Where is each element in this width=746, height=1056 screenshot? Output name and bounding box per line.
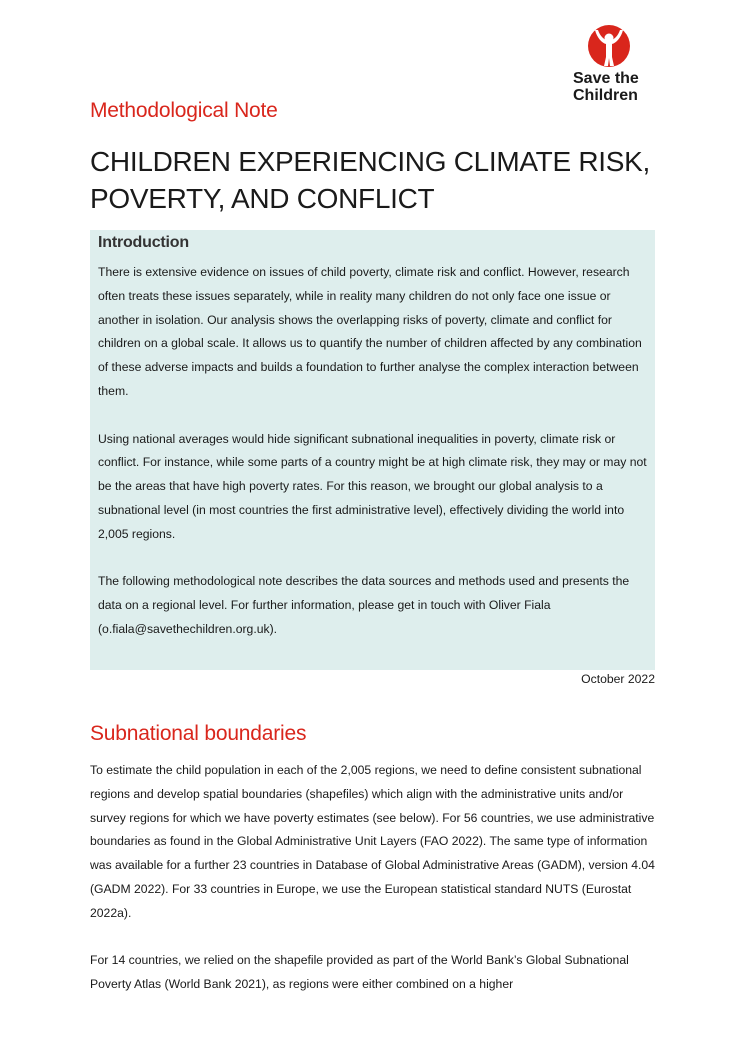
save-the-children-logo <box>573 24 653 104</box>
intro-paragraph: Using national averages would hide significant subnational inequalities in poverty, climate risk or conflict. For instance, while some parts of a country might be at high climate risk, they may or may not be the areas that have high poverty rates. For this reason, we brought our global analysis to a subnational level (in most countries the first administrative level), effectively dividing the world into 2,005 regions. <box>98 431 647 541</box>
section-paragraph: To estimate the child population in each of the 2,005 regions, we need to define consistent subnational regions and develop spatial boundaries (shapefiles) which align with the administrative units and/or survey regions for which we have poverty estimates (see below). For 56 countries, we use administrative boundaries as found in the Global Administrative Unit Layers (FAO 2022). The same type of information was available for a further 23 countries in Database of Global Administrative Areas (GADM), version 4.04 (GADM 2022). For 33 countries in Europe, we use the European statistical standard NUTS (Eurostat 2022a). <box>90 763 655 920</box>
logo-line-2: Children <box>573 87 638 104</box>
introduction-heading: Introduction <box>98 234 189 251</box>
child-figure-icon <box>587 24 631 68</box>
logo-line-1: Save the <box>573 70 639 87</box>
intro-paragraph: There is extensive evidence on issues of child poverty, climate risk and conflict. However, research often treats these issues separately, while in reality many children do not only face one issue or another in isolation. Our analysis shows the overlapping risks of poverty, climate and conflict for children on a global scale. It allows us to quantify the number of children affected by any combination of these adverse impacts and builds a foundation to further analyse the complex interaction between them. <box>98 265 642 398</box>
section-heading: Subnational boundaries <box>90 722 307 745</box>
document-title: CHILDREN EXPERIENCING CLIMATE RISK, POVERTY, AND CONFLICT <box>90 146 650 214</box>
publication-date: October 2022 <box>581 672 655 686</box>
document-kicker: Methodological Note <box>90 99 278 122</box>
introduction-box <box>90 230 655 670</box>
section-body <box>90 759 656 1021</box>
intro-paragraph: The following methodological note describes the data sources and methods used and presents the data on a regional level. For further information, please get in touch with Oliver Fiala (o.fiala@savethechildren.org.uk). <box>98 574 630 636</box>
section-paragraph: For 14 countries, we relied on the shapefile provided as part of the World Bank’s Global Subnational Poverty Atlas (World Bank 2021), as regions were either combined on a higher <box>90 953 629 992</box>
